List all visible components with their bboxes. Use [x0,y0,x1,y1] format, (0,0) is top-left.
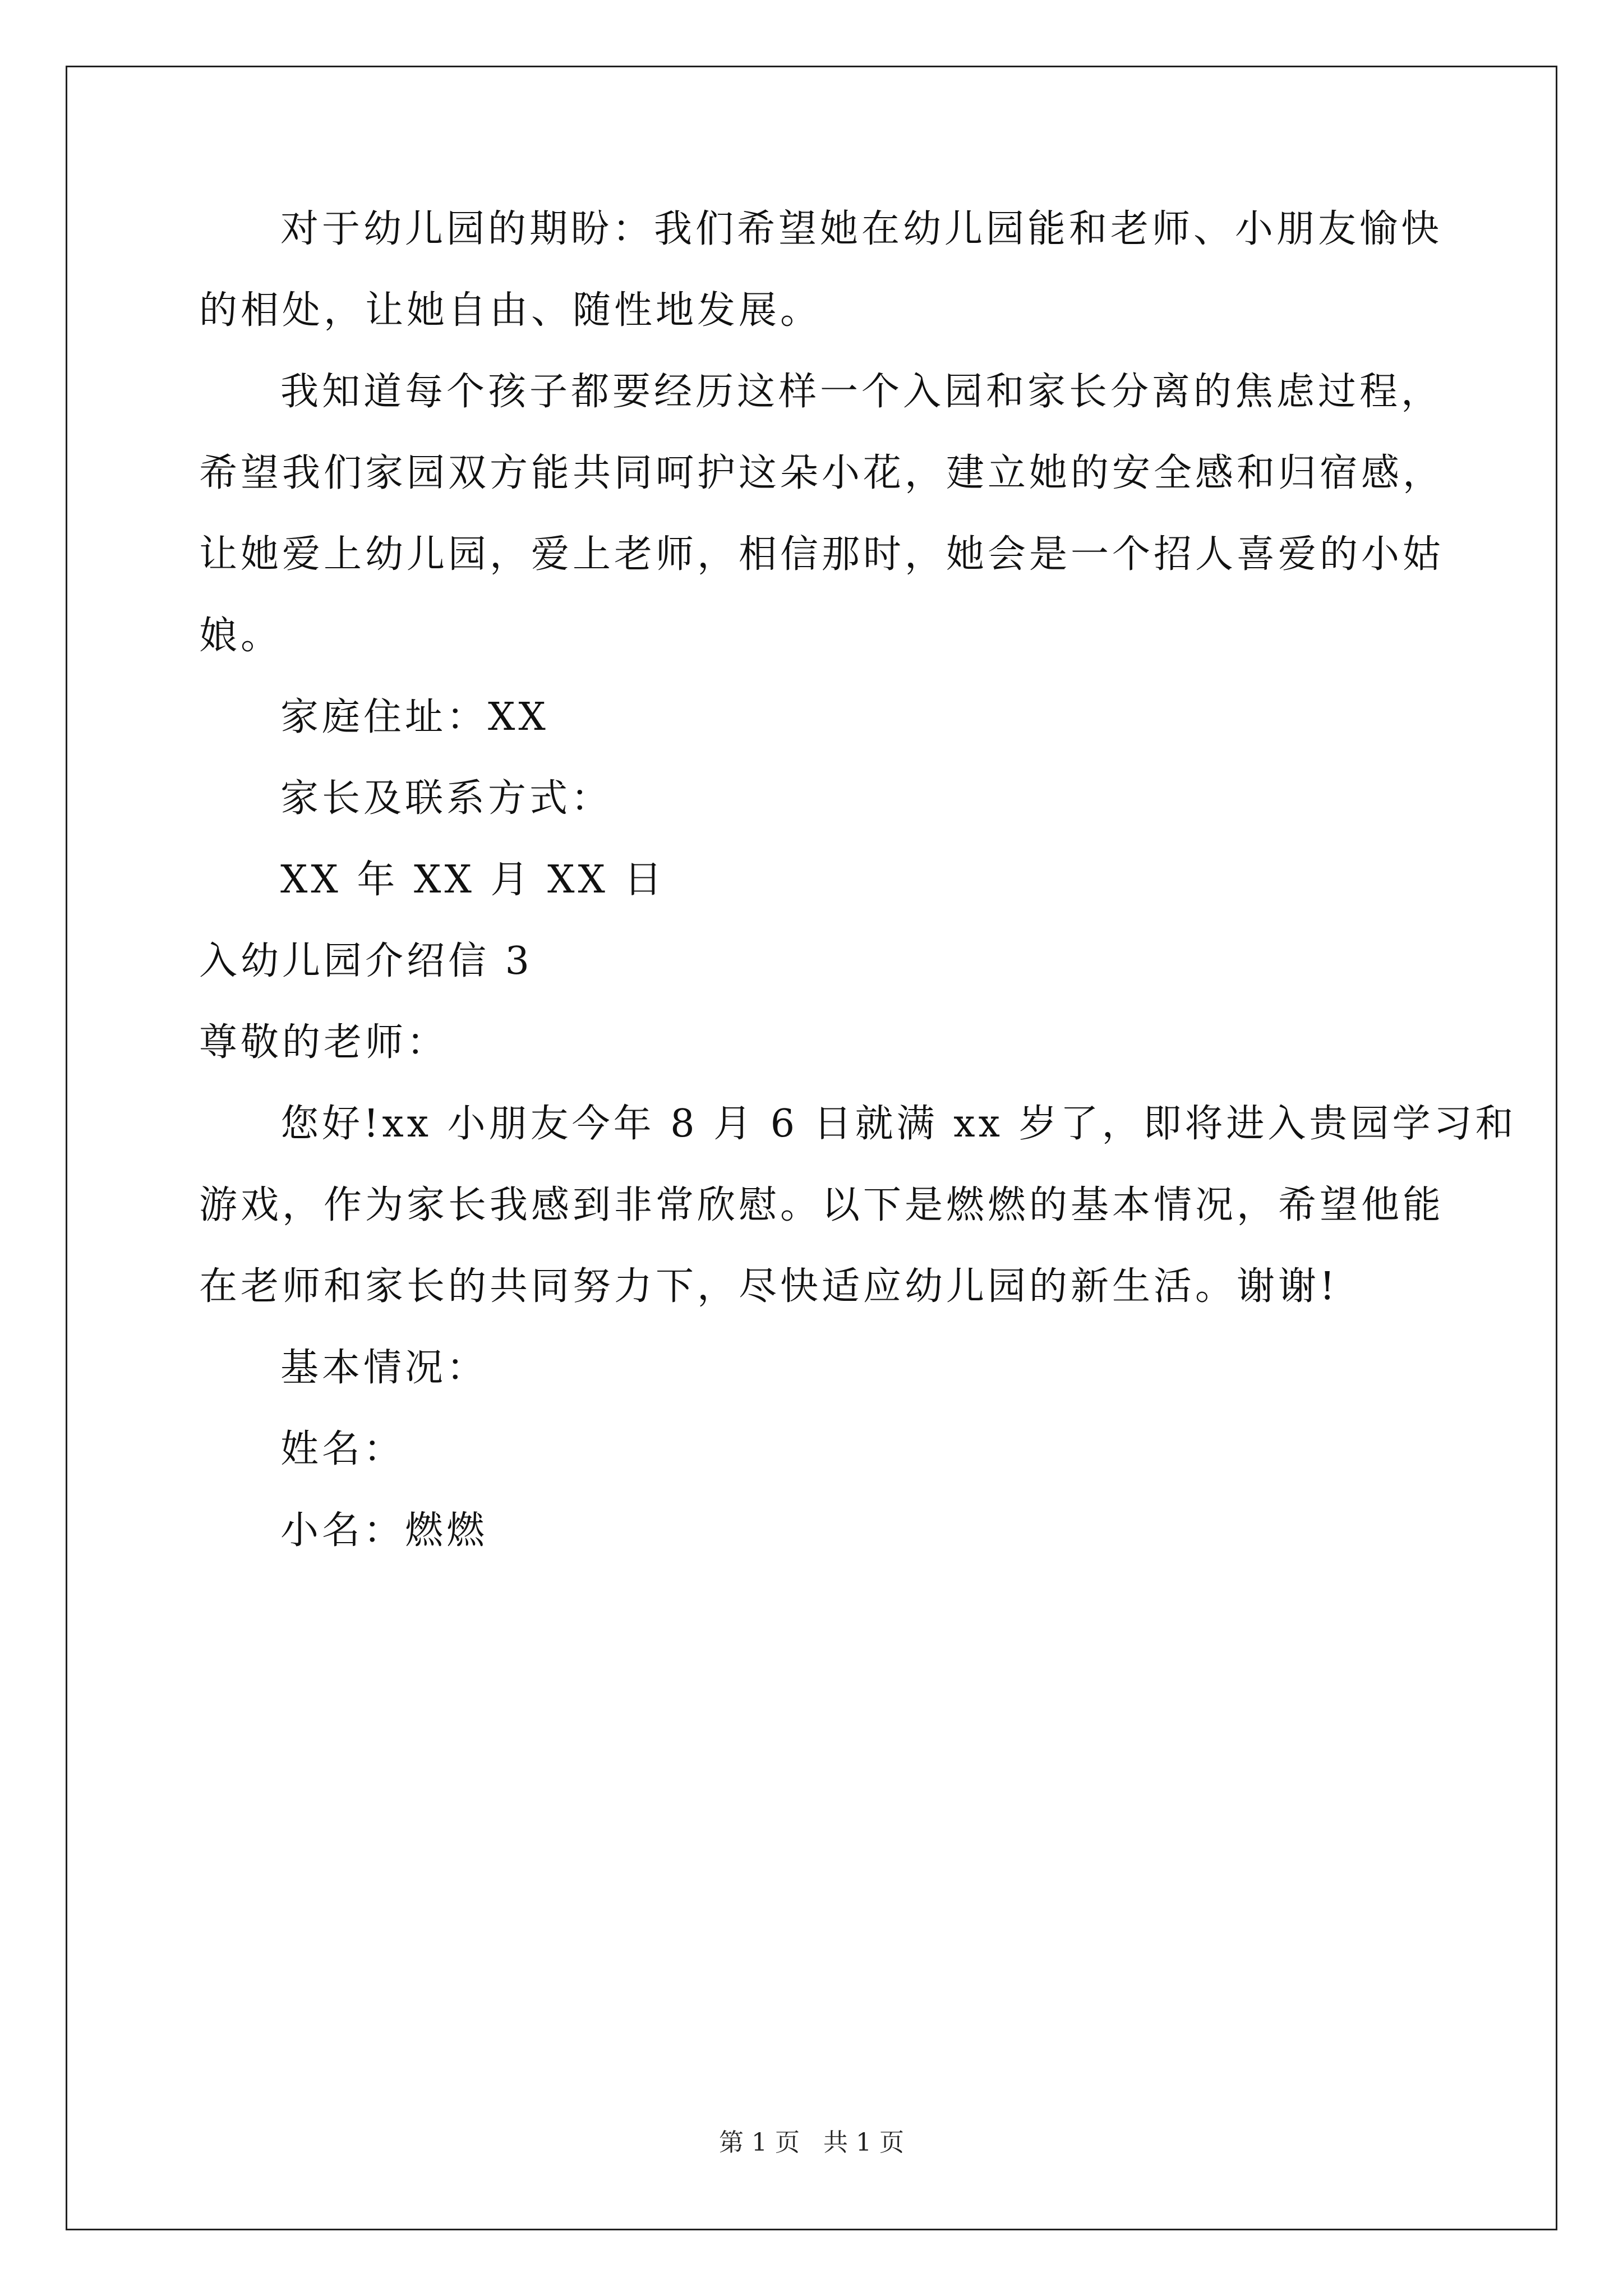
contact-line: 家长及联系方式： [280,776,613,821]
page-number-footer: 第 1 页 共 1 页 [719,2128,904,2157]
paragraph-line: 您好!xx 小朋友今年 8 月 6 日就满 xx 岁了，即将进入贵园学习和 [280,1102,1517,1146]
section-title: 入幼儿园介绍信 3 [199,939,533,983]
name-field-line: 姓名： [280,1427,405,1471]
paragraph-line: 希望我们家园双方能共同呵护这朵小花，建立她的安全感和归宿感， [199,451,1445,495]
salutation: 尊敬的老师： [199,1020,449,1065]
paragraph-line: 对于幼儿园的期盼：我们希望她在幼儿园能和老师、小朋友愉快 [280,207,1443,251]
paragraph-line: 娘。 [199,614,283,658]
paragraph-line: 在老师和家长的共同努力下，尽快适应幼儿园的新生活。谢谢! [199,1264,1339,1309]
nickname-field-line: 小名：燃燃 [280,1508,488,1553]
address-line: 家庭住址：XX [280,695,549,739]
paragraph-line: 游戏，作为家长我感到非常欣慰。以下是燃燃的基本情况，希望他能 [199,1183,1445,1227]
date-line: XX 年 XX 月 XX 日 [280,858,666,902]
paragraph-line: 让她爱上幼儿园，爱上老师，相信那时，她会是一个招人喜爱的小姑 [199,532,1445,577]
paragraph-line: 我知道每个孩子都要经历这样一个入园和家长分离的焦虑过程， [280,370,1443,414]
info-heading: 基本情况： [280,1346,488,1390]
paragraph-line: 的相处，让她自由、随性地发展。 [199,288,822,333]
